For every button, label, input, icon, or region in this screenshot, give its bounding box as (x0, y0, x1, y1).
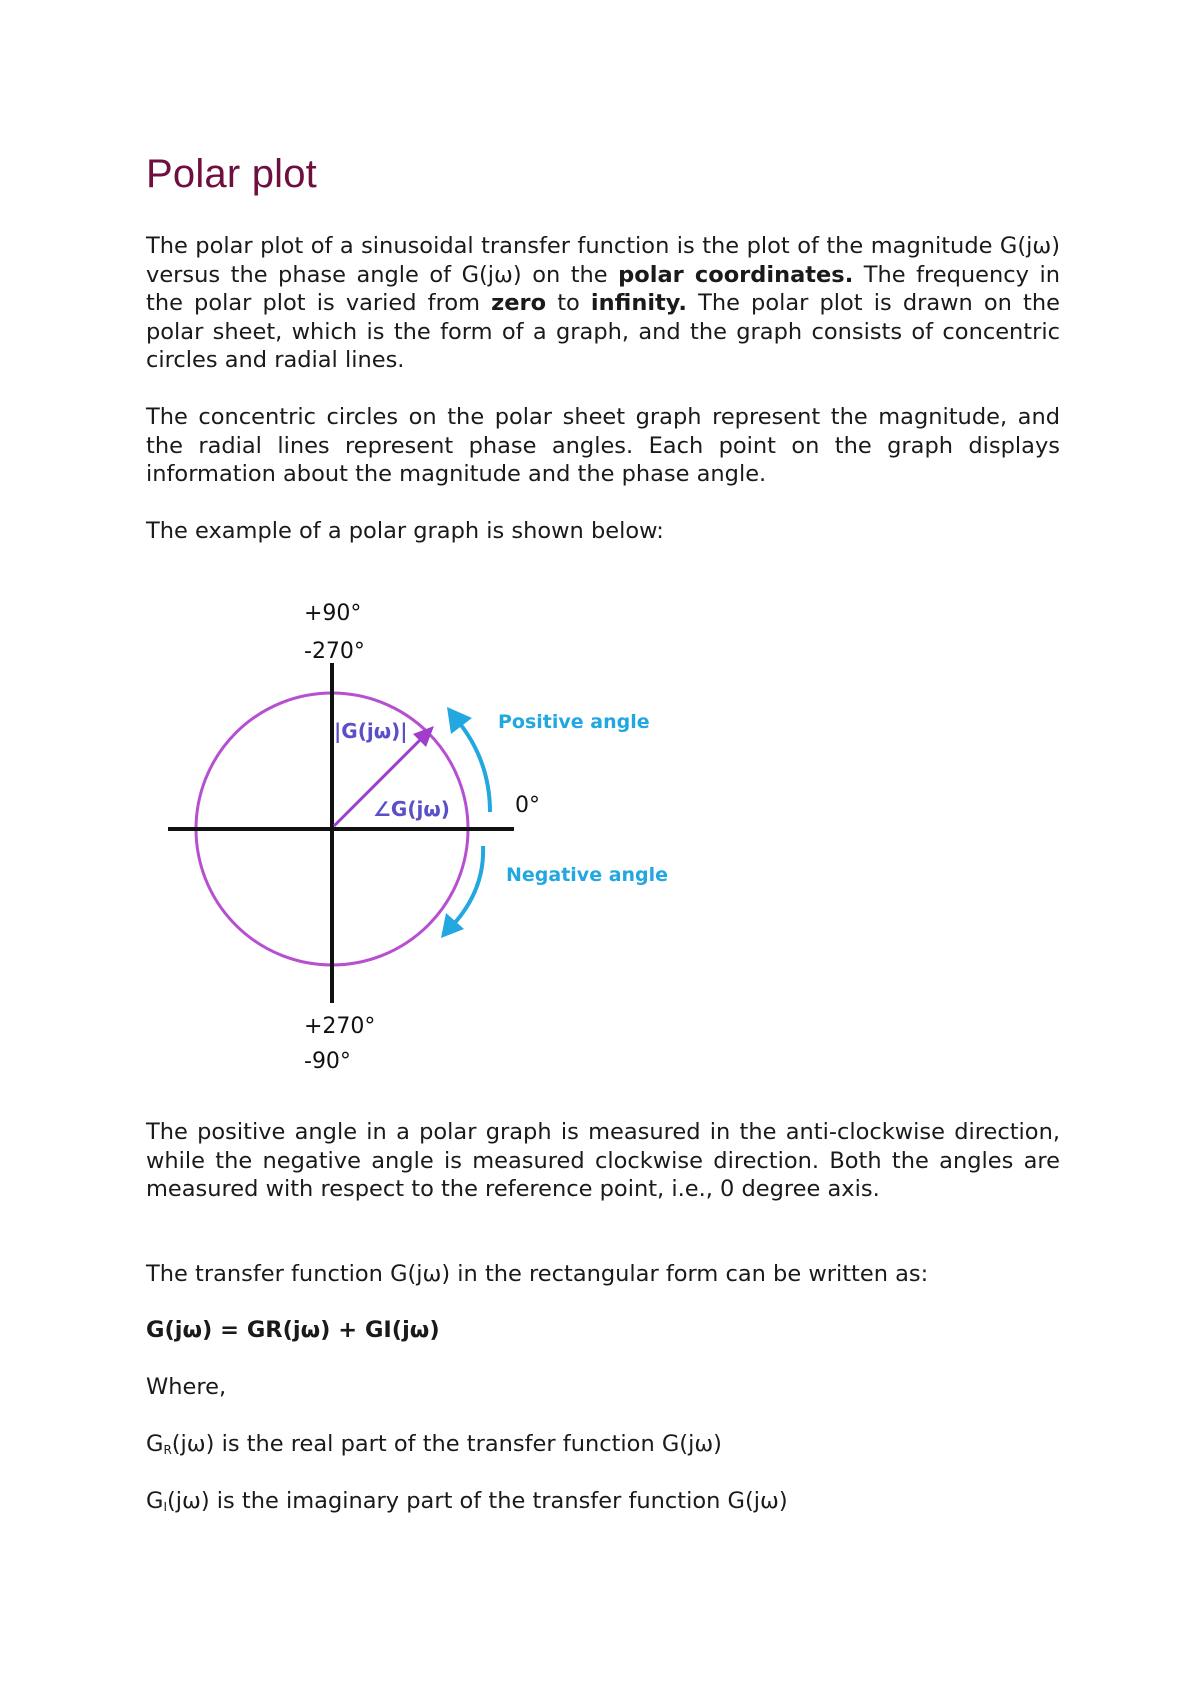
positive-angle-arc (457, 720, 490, 812)
imaginary-part-symbol: G (146, 1488, 164, 1514)
positive-angle-arrowhead (447, 707, 472, 734)
page-title: Polar plot (146, 152, 317, 196)
phase-angle-label: ∠G(jω) (373, 797, 450, 821)
imaginary-part-text: (jω) is the imaginary part of the transfer function G(jω) (166, 1488, 788, 1514)
bottom-label-negative: -90° (304, 1049, 351, 1074)
negative-angle-label: Negative angle (506, 864, 669, 886)
transfer-function-equation: G(jω) = GR(jω) + GI(jω) (146, 1317, 440, 1343)
example-intro-line: The example of a polar graph is shown below: (146, 518, 664, 544)
bottom-label-positive: +270° (304, 1014, 376, 1039)
top-label-positive: +90° (304, 601, 362, 626)
real-part-text: (jω) is the real part of the transfer function G(jω) (171, 1431, 722, 1457)
intro-bold-polar-coordinates: polar coordinates. (618, 261, 854, 288)
intro-text-1: The polar plot of a sinusoidal transfer function is the plot of the magnitude G(jω) versus the phase angle of G(jω) on the (146, 233, 1060, 288)
real-part-symbol: G (146, 1431, 164, 1457)
zero-degree-label: 0° (515, 793, 540, 818)
intro-text-2: The frequency in the polar plot is varied from (146, 261, 1060, 316)
intro-bold-infinity: infinity. (590, 290, 687, 316)
intro-bold-zero: zero (491, 290, 547, 316)
magnitude-label: |G(jω)| (334, 719, 408, 743)
angle-direction-paragraph: The positive angle in a polar graph is measured in the anti-clockwise direction, while the negative angle is measured clockwise direction. Both the angles are measured with respect to the reference point, i.e., 0 degree axis. (146, 1119, 1060, 1202)
intro-text-4: The polar plot is drawn on the polar sheet, which is the form of a graph, and the graph consists of concentric circles and radial lines. (146, 290, 1060, 373)
rectangular-form-line: The transfer function G(jω) in the rectangular form can be written as: (146, 1261, 929, 1287)
intro-text-3: to (546, 290, 591, 316)
where-line: Where, (146, 1374, 227, 1400)
top-label-negative: -270° (304, 639, 365, 664)
positive-angle-label: Positive angle (498, 711, 650, 733)
imaginary-part-subscript: I (163, 1500, 167, 1514)
concentric-circles-paragraph: The concentric circles on the polar sheet graph represent the magnitude, and the radial lines represent phase angles. Each point on the graph displays information about the magnitude and the phase angle. (146, 404, 1060, 487)
real-part-subscript: R (163, 1443, 172, 1457)
